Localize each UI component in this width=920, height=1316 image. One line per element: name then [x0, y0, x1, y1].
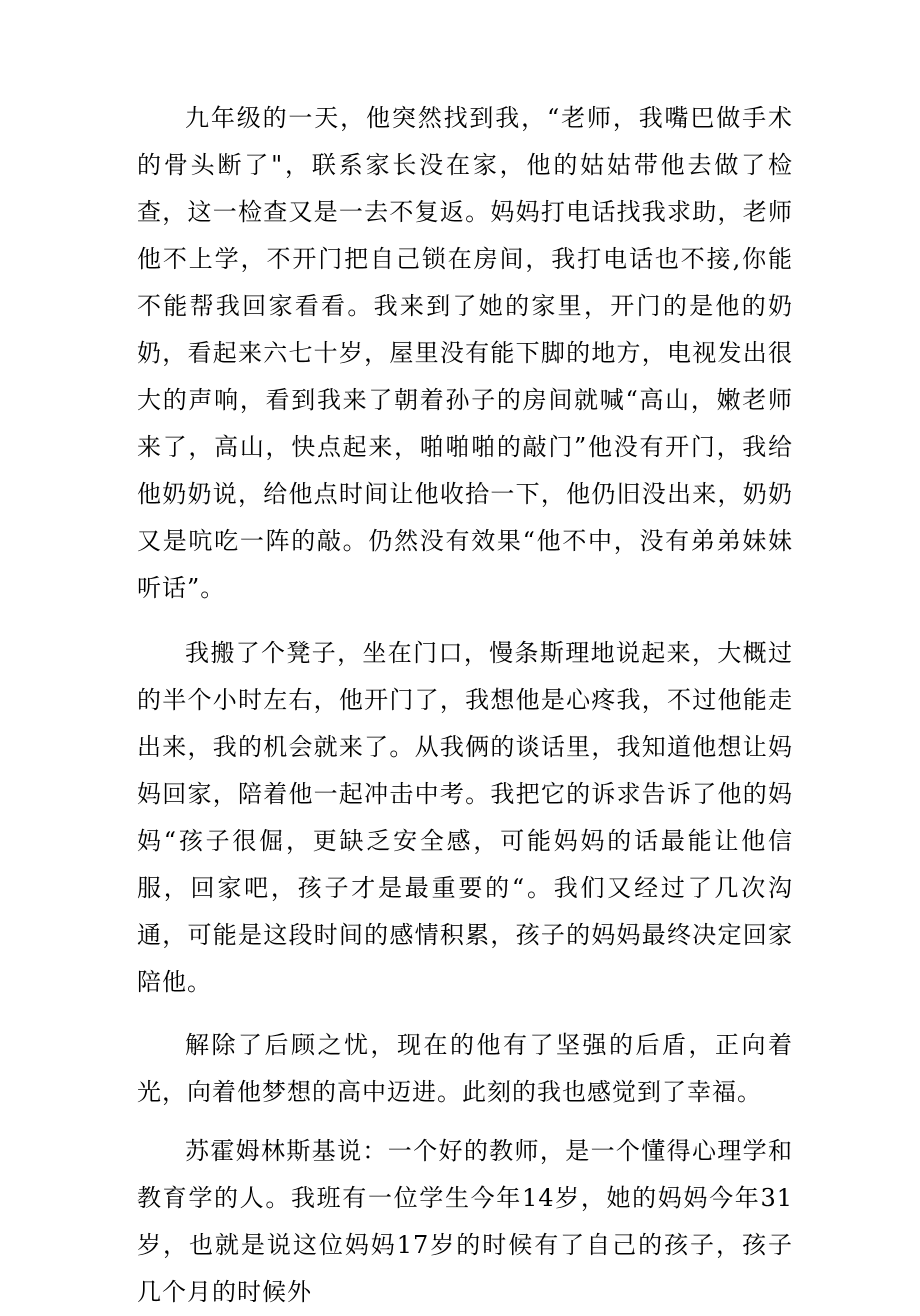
paragraph: 我搬了个凳子，坐在门口，慢条斯理地说起来，大概过的半个小时左右，他开门了，我想他是心疼我，不过他能走出来，我的机会就来了。从我俩的谈话里，我知道他想让妈妈回家，陪着他一起冲击中考。我把它的诉求告诉了他的妈妈“孩子很倔，更缺乏安全感，可能妈妈的话最能让他信服，回家吧，孩子才是最重要的“。我们又经过了几次沟通，可能是这段时间的感情积累，孩子的妈妈最终决定回家陪他。 — [137, 639, 793, 996]
paragraph: 解除了后顾之忧，现在的他有了坚强的后盾，正向着光，向着他梦想的高中迈进。此刻的我也感觉到了幸福。 — [137, 1031, 793, 1106]
document-page — [137, 95, 793, 1316]
paragraph: 苏霍姆林斯基说：一个好的教师，是一个懂得心理学和教育学的人。我班有一位学生今年14岁，她的妈妈今年31岁，也就是说这位妈妈17岁的时候有了自己的孩子，孩子几个月的时候外 — [137, 1137, 793, 1306]
paragraph: 九年级的一天，他突然找到我，“老师，我嘴巴做手术的骨头断了"，联系家长没在家，他的姑姑带他去做了检查，这一检查又是一去不复返。妈妈打电话找我求助，老师他不上学，不开门把自己锁在房间，我打电话也不接,你能不能帮我回家看看。我来到了她的家里，开门的是他的奶奶，看起来六七十岁，屋里没有能下脚的地方，电视发出很大的声响，看到我来了朝着孙子的房间就喊“高山，嫩老师来了，高山，快点起来，啪啪啪的敲门”他没有开门，我给他奶奶说，给他点时间让他收拾一下，他仍旧没出来，奶奶又是吭吃一阵的敲。仍然没有效果“他不中，没有弟弟妹妹听话”。 — [137, 104, 793, 602]
